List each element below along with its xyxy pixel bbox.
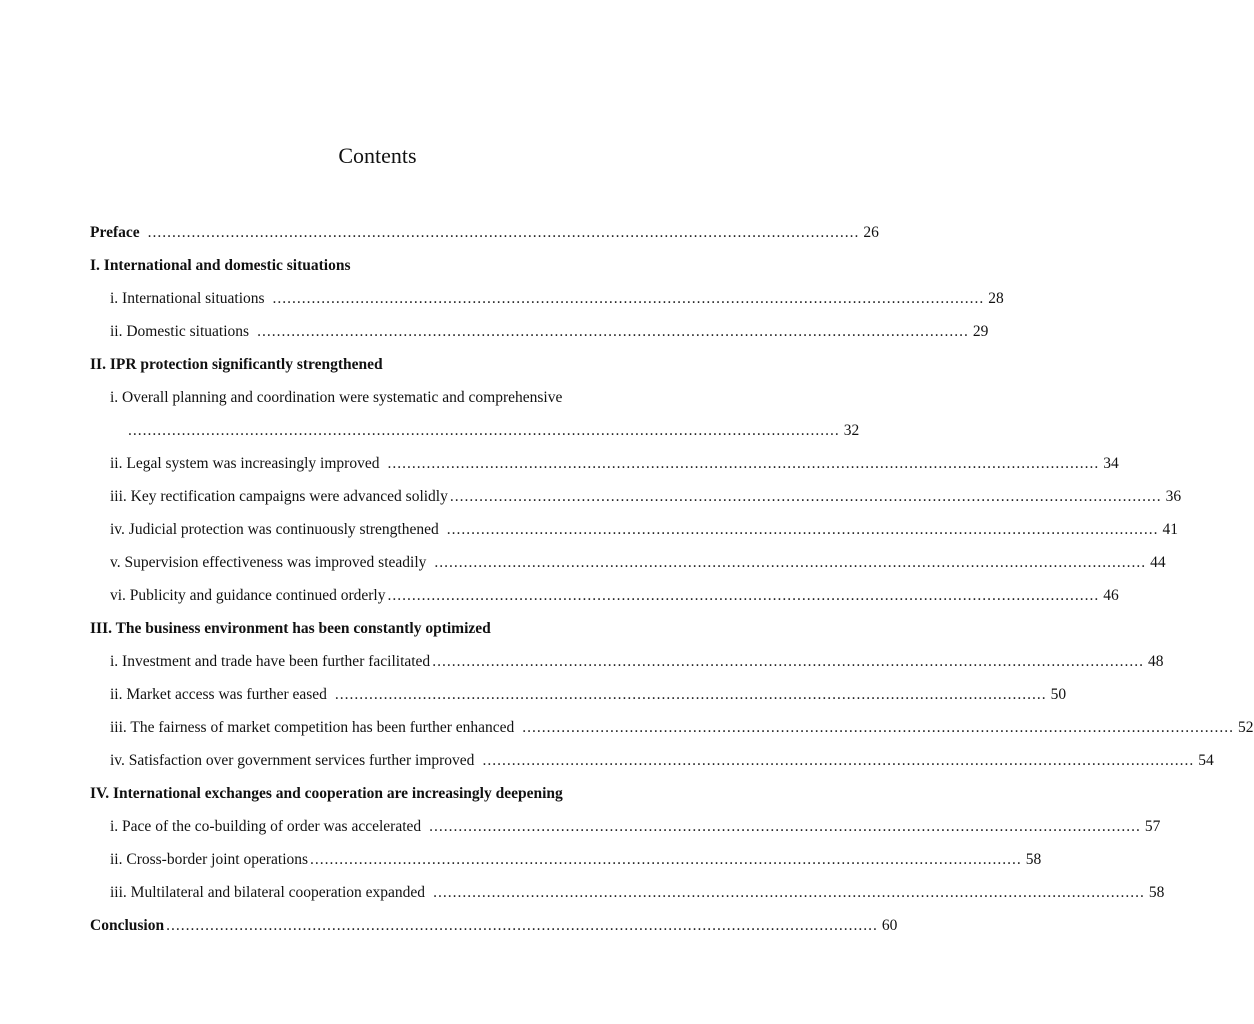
- toc-page-number: 34: [1103, 454, 1119, 472]
- dot-leader: ..................................................................................................................................................: [147, 223, 860, 241]
- toc-entry-supervision-effectiveness[interactable]: [90, 546, 1166, 579]
- toc-entry-government-services[interactable]: [90, 744, 1214, 777]
- toc-page-number: 52: [1238, 718, 1254, 736]
- dot-leader: ..................................................................................................................................................: [434, 553, 1147, 571]
- dot-leader: ..................................................................................................................................................: [433, 883, 1145, 901]
- toc-entry-label: i. Pace of the co-building of order was accelerated: [110, 817, 422, 835]
- dot-leader: ..................................................................................................................................................: [387, 454, 1100, 472]
- toc-page-number: 41: [1162, 520, 1178, 538]
- dot-leader: ..................................................................................................................................................: [257, 322, 969, 340]
- toc-entry-label: v. Supervision effectiveness was improved steadily: [110, 553, 427, 571]
- toc-entry-investment-trade[interactable]: [90, 645, 1164, 678]
- toc-entry-label: i. International situations: [110, 289, 265, 307]
- dot-leader: ..................................................................................................................................................: [334, 685, 1047, 703]
- dot-leader: ..................................................................................................................................................: [166, 916, 878, 934]
- dot-leader: ..................................................................................................................................................: [446, 520, 1159, 538]
- toc-entry-label: iv. Satisfaction over government services further improved: [110, 751, 475, 769]
- toc-entry-label: vi. Publicity and guidance continued orderly: [110, 586, 386, 604]
- toc-section-heading-4[interactable]: [90, 777, 646, 810]
- toc-entry-label: Preface: [90, 223, 140, 241]
- toc-page-number: 44: [1150, 553, 1166, 571]
- toc-entry-label: IV. International exchanges and cooperation are increasingly deepening: [90, 784, 563, 802]
- toc-entry-cross-border-operations[interactable]: [90, 843, 1042, 876]
- toc-page-number: 36: [1165, 487, 1182, 505]
- toc-entry-international-situations[interactable]: [90, 282, 1004, 315]
- dot-leader: ..................................................................................................................................................: [128, 421, 840, 439]
- toc-page-number: 28: [988, 289, 1004, 307]
- toc-section-heading-1[interactable]: [90, 249, 646, 282]
- toc-page-number: 46: [1103, 586, 1119, 604]
- toc-entry-judicial-protection[interactable]: [90, 513, 1178, 546]
- toc-entry-label: iii. Multilateral and bilateral cooperation expanded: [110, 883, 426, 901]
- toc-page-number: 32: [843, 421, 860, 439]
- toc-entry-label: II. IPR protection significantly strengthened: [90, 355, 383, 373]
- toc-entry-market-competition[interactable]: [90, 711, 1254, 744]
- toc-section-heading-2[interactable]: [90, 348, 646, 381]
- table-of-contents: [90, 216, 1254, 942]
- toc-page-number: 60: [881, 916, 898, 934]
- toc-entry-publicity-guidance[interactable]: [90, 579, 1119, 612]
- toc-entry-co-building-order[interactable]: [90, 810, 1161, 843]
- toc-entry-label: i. Overall planning and coordination were systematic and comprehensive: [110, 388, 563, 406]
- toc-entry-label: Conclusion: [90, 916, 165, 934]
- dot-leader: ..................................................................................................................................................: [482, 751, 1195, 769]
- dot-leader: ..................................................................................................................................................: [432, 652, 1144, 670]
- toc-entry-legal-system[interactable]: [90, 447, 1119, 480]
- toc-entry-label: I. International and domestic situations: [90, 256, 351, 274]
- dot-leader: ..................................................................................................................................................: [387, 586, 1100, 604]
- toc-entry-label: i. Investment and trade have been further facilitated: [110, 652, 431, 670]
- toc-entry-label: ii. Domestic situations: [110, 322, 250, 340]
- dot-leader: ..................................................................................................................................................: [522, 718, 1235, 736]
- toc-entry-label: iii. The fairness of market competition has been further enhanced: [110, 718, 515, 736]
- toc-page-number: 58: [1148, 883, 1165, 901]
- toc-entry-label: ii. Legal system was increasingly improved: [110, 454, 380, 472]
- toc-entry-key-rectification[interactable]: [90, 480, 1182, 513]
- dot-leader: ..................................................................................................................................................: [272, 289, 985, 307]
- toc-entry-conclusion[interactable]: [90, 909, 898, 942]
- toc-entry-label: iv. Judicial protection was continuously strengthened: [110, 520, 439, 538]
- toc-entry-overall-planning-continued[interactable]: [90, 414, 860, 447]
- toc-page-number: 57: [1144, 817, 1161, 835]
- dot-leader: ..................................................................................................................................................: [449, 487, 1162, 505]
- toc-entry-multilateral-cooperation[interactable]: [90, 876, 1165, 909]
- toc-page-number: 48: [1147, 652, 1164, 670]
- toc-entry-label: ii. Cross-border joint operations: [110, 850, 309, 868]
- toc-entry-label: III. The business environment has been constantly optimized: [90, 619, 491, 637]
- dot-leader: ..................................................................................................................................................: [310, 850, 1022, 868]
- toc-section-heading-3[interactable]: [90, 612, 646, 645]
- toc-entry-domestic-situations[interactable]: [90, 315, 989, 348]
- toc-page-number: 58: [1025, 850, 1042, 868]
- toc-entry-market-access[interactable]: [90, 678, 1067, 711]
- toc-entry-label: ii. Market access was further eased: [110, 685, 327, 703]
- toc-page-number: 29: [972, 322, 989, 340]
- toc-entry-preface[interactable]: [90, 216, 879, 249]
- toc-page-number: 54: [1198, 751, 1214, 769]
- page-title: Contents: [338, 143, 417, 168]
- toc-entry-overall-planning[interactable]: [90, 381, 646, 414]
- toc-entry-label: iii. Key rectification campaigns were advanced solidly: [110, 487, 448, 505]
- dot-leader: ..................................................................................................................................................: [429, 817, 1141, 835]
- toc-page-number: 50: [1050, 685, 1067, 703]
- toc-page-number: 26: [863, 223, 879, 241]
